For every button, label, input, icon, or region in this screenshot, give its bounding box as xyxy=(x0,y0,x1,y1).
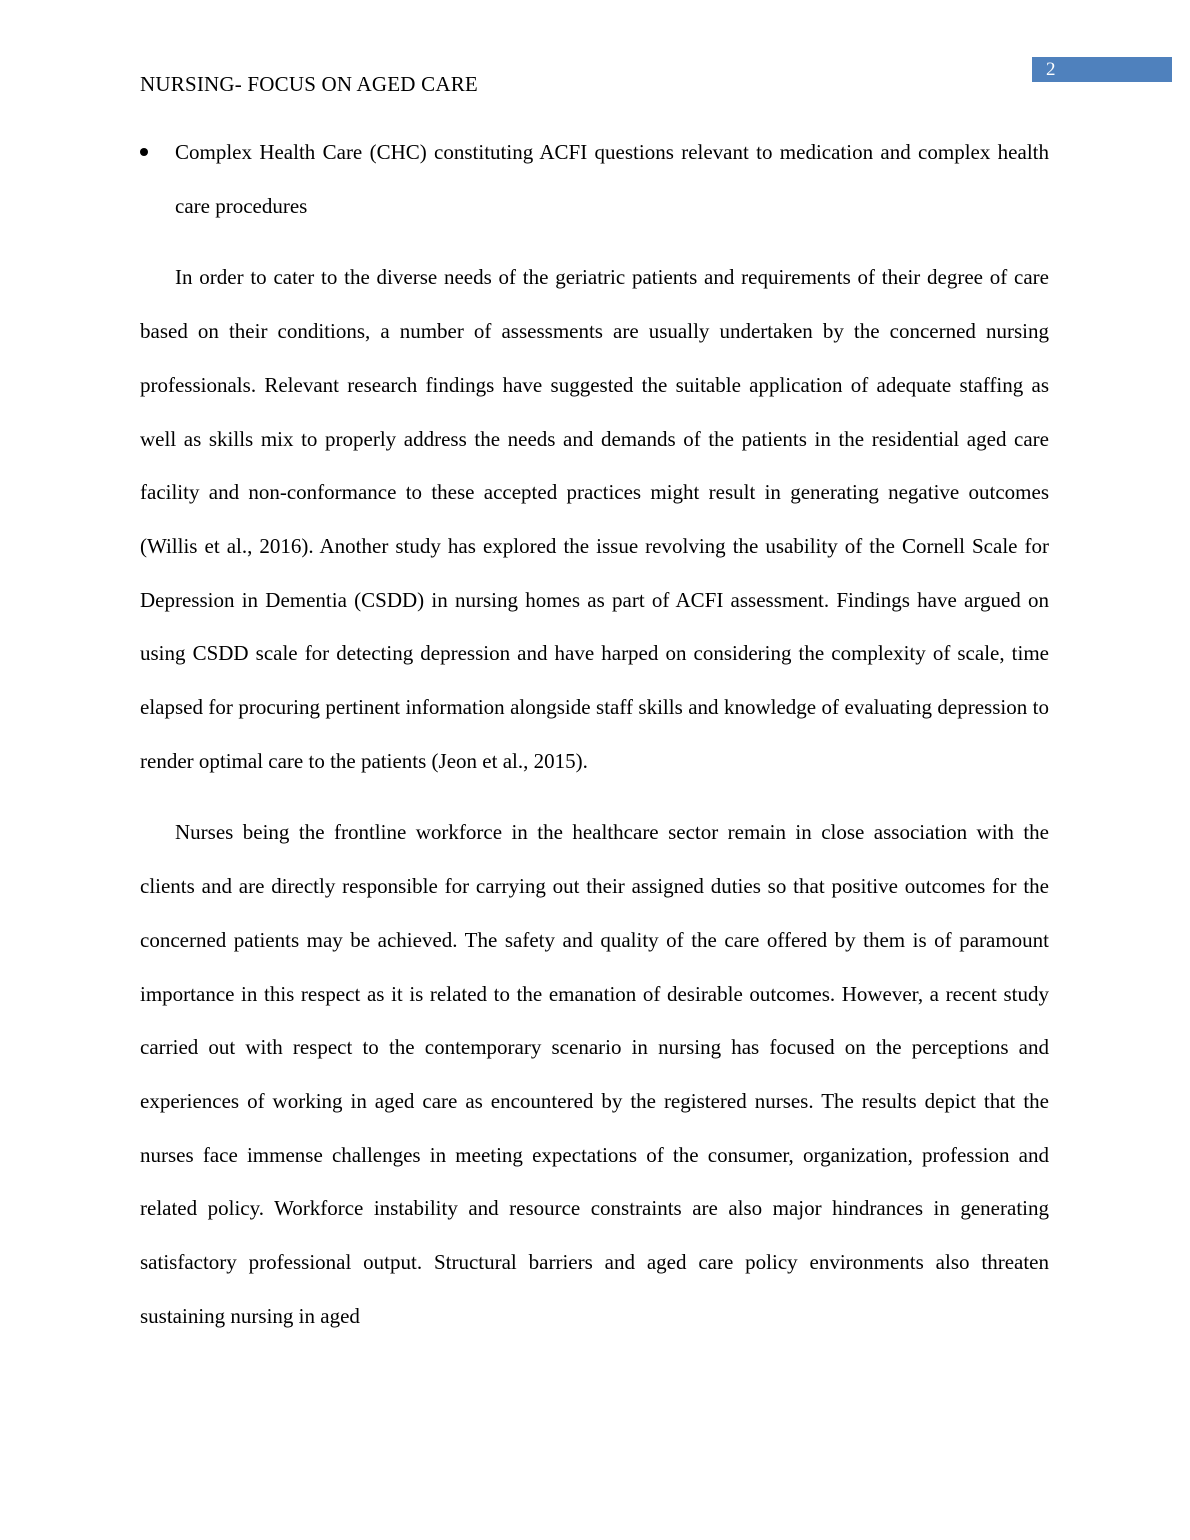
bullet-text: Complex Health Care (CHC) constituting ACFI questions relevant to medication and complex health care procedures xyxy=(175,140,1049,218)
paragraph-nurses-workforce: Nurses being the frontline workforce in the healthcare sector remain in close association with the clients and are directly responsible for carrying out their assigned duties so that positive outcomes for the concerned patients may be achieved. The safety and quality of the care offered by them is of paramount importance in this respect as it is related to the emanation of desirable outcomes. However, a recent study carried out with respect to the contemporary scenario in nursing has focused on the perceptions and experiences of working in aged care as encountered by the registered nurses. The results depict that the nurses face immense challenges in meeting expectations of the consumer, organization, profession and related policy. Workforce instability and resource constraints are also major hindrances in generating satisfactory professional output. Structural barriers and aged care policy environments also threaten sustaining nursing in aged xyxy=(140,820,1049,1328)
running-head: NURSING- FOCUS ON AGED CARE xyxy=(140,72,478,96)
paragraph-assessments: In order to cater to the diverse needs of the geriatric patients and requirements of their degree of care based on their conditions, a number of assessments are usually undertaken by the concerned nursing professionals. Relevant research findings have suggested the suitable application of adequate staffing as well as skills mix to properly address the needs and demands of the patients in the residential aged care facility and non-conformance to these accepted practices might result in generating negative outcomes (Willis et al., 2016). Another study has explored the issue revolving the usability of the Cornell Scale for Depression in Dementia (CSDD) in nursing homes as part of ACFI assessment. Findings have argued on using CSDD scale for detecting depression and have harped on considering the complexity of scale, time elapsed for procuring pertinent information alongside staff skills and knowledge of evaluating depression to render optimal care to the patients (Jeon et al., 2015). xyxy=(140,265,1049,773)
bullet-item xyxy=(140,126,1049,233)
document-body xyxy=(140,126,1049,1361)
bullet-dot-icon xyxy=(140,148,148,156)
page-number: 2 xyxy=(1032,57,1172,82)
